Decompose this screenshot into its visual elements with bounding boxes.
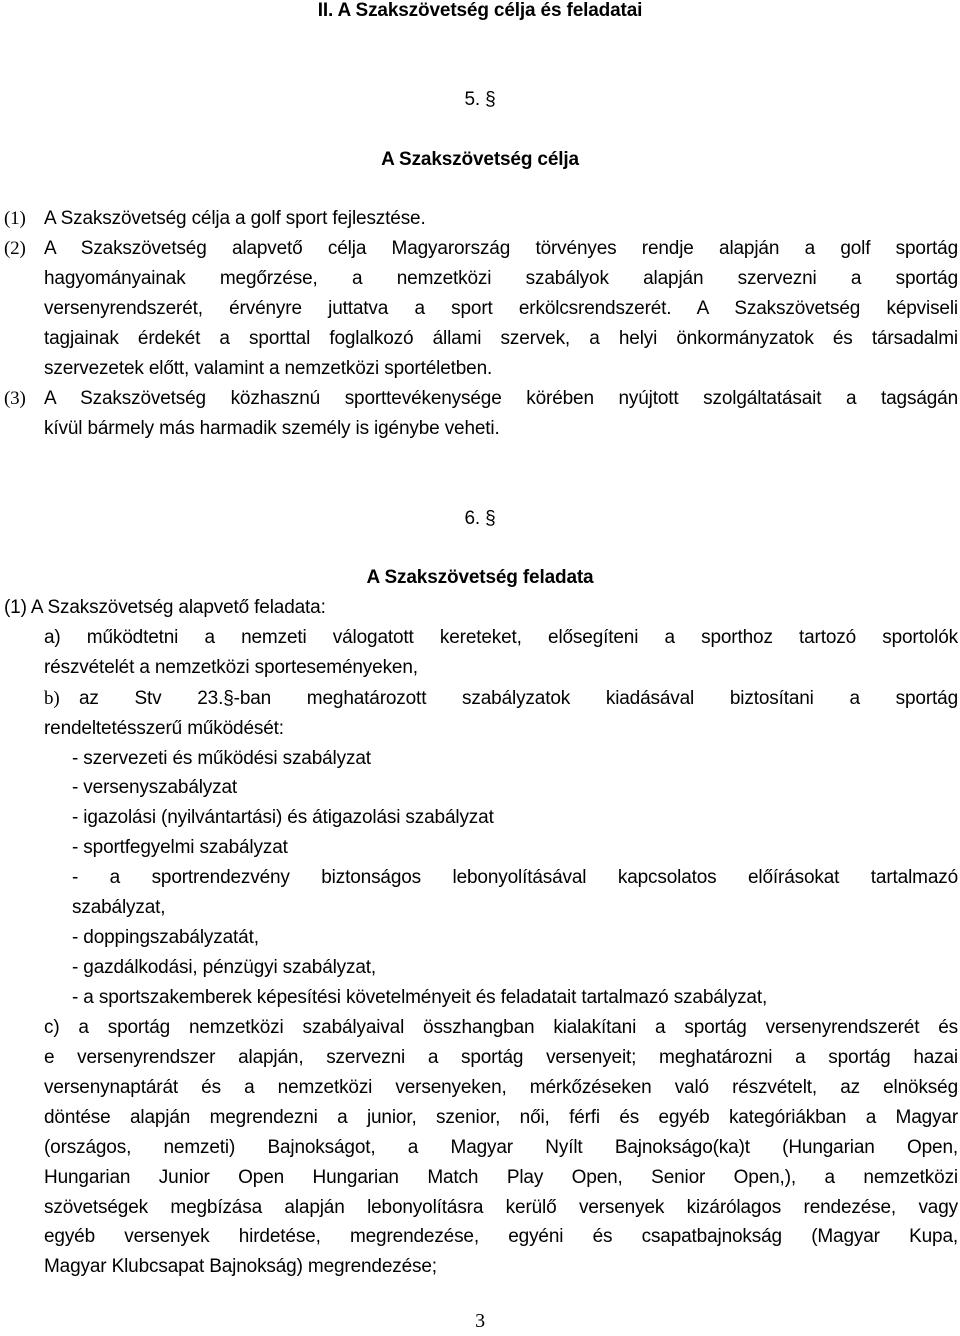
list-item: - igazolási (nyilvántartási) és átigazolási szabályzat	[72, 807, 494, 828]
s5-p3-line2: kívül bármely más harmadik személy is igénybe veheti.	[44, 418, 500, 439]
s5-p1: A Szakszövetség célja a golf sport fejlesztése.	[44, 208, 426, 229]
s5-p2-line1: A Szakszövetség alapvető célja Magyarország törvényes rendje alapján a golf sportág	[44, 238, 958, 259]
s6-b-label: b)	[44, 688, 60, 709]
s6-a-line1: a) működtetni a nemzeti válogatott kereteket, elősegíteni a sporthoz tartozó sportolók	[44, 627, 958, 648]
s6-c-line: versenynaptárát és a nemzetközi versenyeken, mérkőzéseken való részvételt, az elnökség	[44, 1077, 958, 1098]
list-item: - a sportrendezvény biztonságos lebonyolításával kapcsolatos előírásokat tartalmazó	[72, 867, 958, 888]
s6-b-line2: rendeltetésszerű működését:	[44, 718, 284, 739]
section-6-number: 6. §	[464, 508, 496, 529]
section-5-number: 5. §	[464, 89, 496, 110]
s6-p1: (1) A Szakszövetség alapvető feladata:	[4, 597, 326, 618]
s6-b-line1: az Stv 23.§-ban meghatározott szabályzatok kiadásával biztosítani a sportág	[79, 688, 958, 709]
s6-c-line: c) a sportág nemzetközi szabályaival összhangban kialakítani a sportág versenyrendszerét és	[44, 1017, 958, 1038]
list-item: - sportfegyelmi szabályzat	[72, 837, 288, 858]
s6-c-line: Hungarian Junior Open Hungarian Match Play Open, Senior Open,), a nemzetközi	[44, 1167, 958, 1188]
s6-c-line: e versenyrendszer alapján, szervezni a sportág versenyeit; meghatározni a sportág hazai	[44, 1047, 958, 1068]
s5-p2-num: (2)	[4, 238, 26, 259]
s6-a-line2: részvételét a nemzetközi sporteseményeken,	[44, 657, 418, 678]
s6-c-line: Magyar Klubcsapat Bajnokság) megrendezése;	[44, 1256, 437, 1277]
s5-p1-num: (1)	[4, 208, 26, 229]
s5-p2-line2: hagyományainak megőrzése, a nemzetközi szabályok alapján szervezni a sportág	[44, 268, 958, 289]
s5-p2-line4: tagjainak érdekét a sporttal foglalkozó állami szervek, a helyi önkormányzatok és társadalmi	[44, 328, 958, 349]
s5-p3-num: (3)	[4, 388, 26, 409]
list-item: - doppingszabályzatát,	[72, 927, 259, 948]
chapter-title: II. A Szakszövetség célja és feladatai	[317, 0, 643, 21]
list-item: - gazdálkodási, pénzügyi szabályzat,	[72, 957, 377, 978]
page-number: 3	[475, 1310, 485, 1332]
s5-p2-line5: szervezetek előtt, valamint a nemzetközi sportéletben.	[44, 358, 493, 379]
s6-c-line: (országos, nemzeti) Bajnokságot, a Magyar Nyílt Bajnokságo(ka)t (Hungarian Open,	[44, 1137, 958, 1158]
section-6-heading: A Szakszövetség feladata	[366, 567, 594, 588]
s6-c-line: döntése alapján megrendezni a junior, szenior, női, férfi és egyéb kategóriákban a Magyar	[44, 1107, 958, 1128]
s6-c-line: szövetségek megbízása alapján lebonyolításra kerülő versenyek kizárólagos rendezése, vagy	[44, 1197, 958, 1218]
s5-p2-line3: versenyrendszerét, érvényre juttatva a sport erkölcsrendszerét. A Szakszövetség képviseli	[44, 298, 958, 319]
s6-c-line: egyéb versenyek hirdetése, megrendezése, egyéni és csapatbajnokság (Magyar Kupa,	[44, 1226, 958, 1247]
list-item: - szervezeti és működési szabályzat	[72, 748, 371, 769]
section-5-heading: A Szakszövetség célja	[381, 149, 579, 170]
list-item: szabályzat,	[72, 897, 166, 918]
s5-p3-line1: A Szakszövetség közhasznú sporttevékenysége körében nyújtott szolgáltatásait a tagságán	[44, 388, 958, 409]
list-item: - versenyszabályzat	[72, 777, 238, 798]
list-item: - a sportszakemberek képesítési követelményeit és feladatait tartalmazó szabályzat,	[72, 987, 768, 1008]
